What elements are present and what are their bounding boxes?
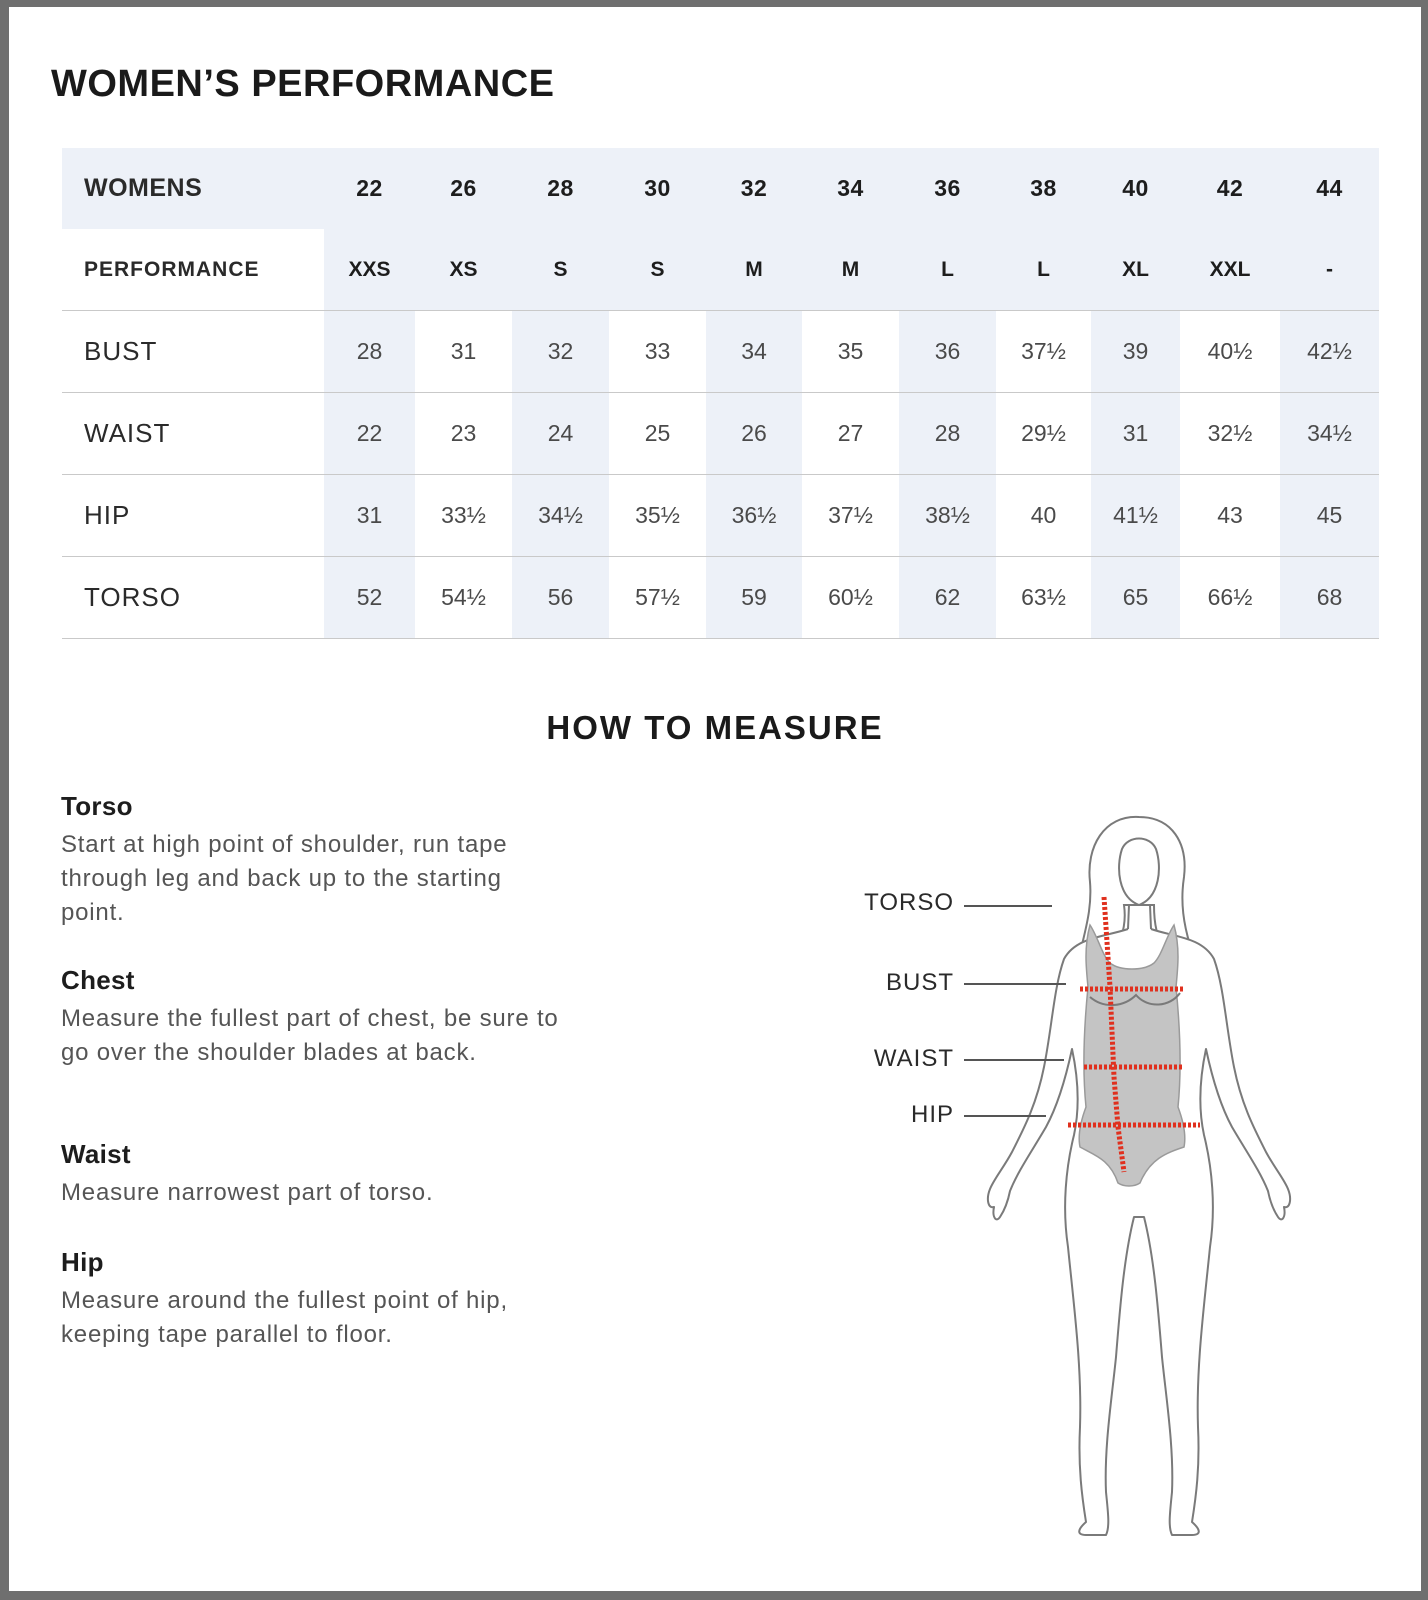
cell: 35 <box>802 311 899 393</box>
cell: S <box>609 229 706 311</box>
cell: 41½ <box>1091 475 1180 557</box>
cell: 26 <box>706 393 802 475</box>
cell: 31 <box>415 311 512 393</box>
cell: 59 <box>706 557 802 639</box>
cell: 33½ <box>415 475 512 557</box>
cell: 27 <box>802 393 899 475</box>
row-label: HIP <box>62 475 324 557</box>
cell: XXL <box>1180 229 1280 311</box>
instruction-text: Measure narrowest part of torso. <box>61 1179 434 1206</box>
cell: 35½ <box>609 475 706 557</box>
cell: 60½ <box>802 557 899 639</box>
cell: XL <box>1091 229 1180 311</box>
cell: 45 <box>1280 475 1379 557</box>
cell: 29½ <box>996 393 1091 475</box>
instruction-heading: Torso <box>61 791 133 821</box>
instruction-heading: Hip <box>61 1247 104 1277</box>
cell: 25 <box>609 393 706 475</box>
cell: 42 <box>1180 148 1280 229</box>
body-figure <box>854 787 1324 1547</box>
cell: 28 <box>324 311 415 393</box>
table-row-performance <box>62 229 1379 311</box>
instruction-heading: Chest <box>61 965 135 995</box>
cell: 57½ <box>609 557 706 639</box>
row-label: TORSO <box>62 557 324 639</box>
cell: 62 <box>899 557 996 639</box>
cell: XXS <box>324 229 415 311</box>
cell: 54½ <box>415 557 512 639</box>
row-label: PERFORMANCE <box>62 229 324 311</box>
size-table <box>62 148 1379 639</box>
instruction-text: Start at high point of shoulder, run tape through leg and back up to the starting point. <box>61 831 508 926</box>
leader-line <box>964 1059 1064 1061</box>
cell: 24 <box>512 393 609 475</box>
table-row-hip <box>62 475 1379 557</box>
figure-label-hip: HIP <box>910 1101 954 1128</box>
instruction-torso <box>61 791 561 930</box>
cell: 22 <box>324 393 415 475</box>
table-row-waist <box>62 393 1379 475</box>
cell: 40 <box>1091 148 1180 229</box>
cell: 52 <box>324 557 415 639</box>
cell: 66½ <box>1180 557 1280 639</box>
cell: 32½ <box>1180 393 1280 475</box>
cell: 44 <box>1280 148 1379 229</box>
cell: 42½ <box>1280 311 1379 393</box>
row-label: WAIST <box>62 393 324 475</box>
cell: 39 <box>1091 311 1180 393</box>
cell: 34½ <box>1280 393 1379 475</box>
cell: 28 <box>512 148 609 229</box>
cell: - <box>1280 229 1379 311</box>
cell: 31 <box>324 475 415 557</box>
cell: 34 <box>802 148 899 229</box>
instruction-heading: Waist <box>61 1139 131 1169</box>
cell: 34 <box>706 311 802 393</box>
instruction-text: Measure around the fullest point of hip, keeping tape parallel to floor. <box>61 1287 508 1348</box>
page-title: WOMEN’S PERFORMANCE <box>51 63 555 105</box>
instruction-text: Measure the fullest part of chest, be sure to go over the shoulder blades at back. <box>61 1005 559 1066</box>
size-chart-card <box>9 7 1421 1591</box>
cell: 68 <box>1280 557 1379 639</box>
cell: 22 <box>324 148 415 229</box>
cell: M <box>706 229 802 311</box>
leader-line <box>964 983 1066 985</box>
cell: 38 <box>996 148 1091 229</box>
cell: 34½ <box>512 475 609 557</box>
cell: 26 <box>415 148 512 229</box>
figure-label-waist: WAIST <box>873 1045 954 1072</box>
row-label: WOMENS <box>62 148 324 229</box>
cell: 56 <box>512 557 609 639</box>
cell: M <box>802 229 899 311</box>
cell: 23 <box>415 393 512 475</box>
cell: L <box>996 229 1091 311</box>
cell: 32 <box>512 311 609 393</box>
cell: 30 <box>609 148 706 229</box>
cell: 31 <box>1091 393 1180 475</box>
figure-label-torso: TORSO <box>864 889 954 916</box>
leader-line <box>964 905 1052 907</box>
instruction-waist <box>61 1139 561 1210</box>
cell: L <box>899 229 996 311</box>
cell: 43 <box>1180 475 1280 557</box>
figure-label-bust: BUST <box>885 969 954 996</box>
instruction-hip <box>61 1247 561 1352</box>
cell: 38½ <box>899 475 996 557</box>
cell: 36 <box>899 311 996 393</box>
cell: 37½ <box>996 311 1091 393</box>
cell: 28 <box>899 393 996 475</box>
cell: XS <box>415 229 512 311</box>
cell: 40½ <box>1180 311 1280 393</box>
how-to-measure-title: HOW TO MEASURE <box>546 709 884 746</box>
table-row-womens <box>62 148 1379 229</box>
cell: 63½ <box>996 557 1091 639</box>
cell: 33 <box>609 311 706 393</box>
table-row-bust <box>62 311 1379 393</box>
cell: 32 <box>706 148 802 229</box>
table-row-torso <box>62 557 1379 639</box>
cell: 36½ <box>706 475 802 557</box>
row-label: BUST <box>62 311 324 393</box>
cell: 40 <box>996 475 1091 557</box>
cell: 65 <box>1091 557 1180 639</box>
cell: 37½ <box>802 475 899 557</box>
cell: 36 <box>899 148 996 229</box>
cell: S <box>512 229 609 311</box>
instruction-chest <box>61 965 561 1070</box>
leader-line <box>964 1115 1046 1117</box>
